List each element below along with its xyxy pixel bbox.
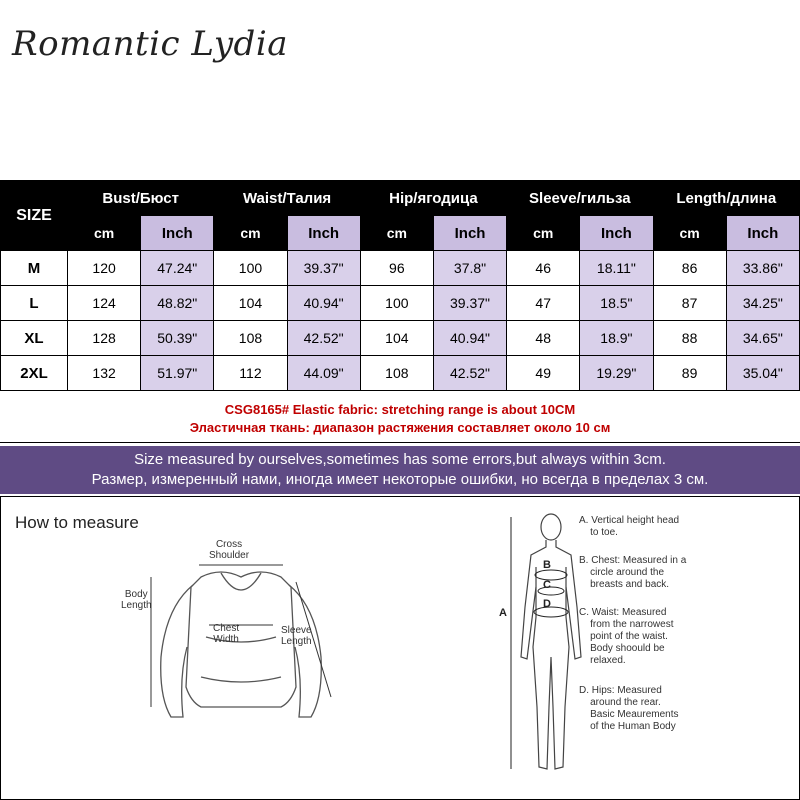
cm-cell: 112 [214,356,287,391]
inch-cell: 39.37" [433,286,506,321]
sub-header-inch: Inch [726,216,799,251]
how-to-measure-title: How to measure [15,513,139,532]
inch-cell: 42.52" [287,321,360,356]
sub-header-inch: Inch [580,216,653,251]
sub-header-inch: Inch [287,216,360,251]
inch-cell: 42.52" [433,356,506,391]
cm-cell: 108 [360,356,433,391]
inch-cell: 35.04" [726,356,799,391]
cm-cell: 88 [653,321,726,356]
cm-cell: 47 [507,286,580,321]
cm-cell: 86 [653,251,726,286]
body-letter-b: B [543,559,551,571]
cm-cell: 132 [68,356,141,391]
inch-cell: 34.25" [726,286,799,321]
fabric-note-en: CSG8165# Elastic fabric: stretching range is about 10CM [224,402,576,417]
chest-width-label: Chest Width [213,623,240,645]
cm-cell: 120 [68,251,141,286]
body-length-label: Body Length [121,589,152,611]
desc-c: C. Waist: Measured from the narrowest point of the waist. Body shoould be relaxed. [579,607,674,666]
sleeve-length-label: Sleeve Length [281,625,312,647]
size-table [0,180,800,391]
size-cell: L [1,286,68,321]
desc-d: D. Hips: Measured around the rear. Basic Meaurements of the Human Body [579,685,679,732]
inch-cell: 40.94" [433,321,506,356]
inch-cell: 18.5" [580,286,653,321]
inch-cell: 51.97" [141,356,214,391]
disclaimer-ru: Размер, измеренный нами, иногда имеет некоторые ошибки, но всегда в пределах 3 см. [91,471,709,488]
cm-cell: 49 [507,356,580,391]
group-header-bust: Bust/Бюст [68,181,214,216]
inch-cell: 50.39" [141,321,214,356]
sub-header-cm: cm [653,216,726,251]
cm-cell: 108 [214,321,287,356]
inch-cell: 34.65" [726,321,799,356]
inch-cell: 19.29" [580,356,653,391]
sub-header-cm: cm [214,216,287,251]
body-letter-d: D [543,598,551,610]
cm-cell: 104 [214,286,287,321]
group-header-waist: Waist/Талия [214,181,360,216]
cm-cell: 87 [653,286,726,321]
sweater-illustration [121,537,361,737]
inch-cell: 18.11" [580,251,653,286]
group-header-sleeve: Sleeve/гильза [507,181,653,216]
body-letter-c: C [543,579,551,591]
fabric-note [0,395,800,443]
inch-cell: 37.8" [433,251,506,286]
cm-cell: 46 [507,251,580,286]
brand-logo: Romantic Lydia [12,24,288,64]
inch-cell: 47.24" [141,251,214,286]
disclaimer-en: Size measured by ourselves,sometimes has some errors,but always within 3cm. [134,451,666,468]
table-row [1,286,800,321]
measurement-disclaimer [0,446,800,494]
inch-cell: 18.9" [580,321,653,356]
sub-header-cm: cm [507,216,580,251]
inch-cell: 48.82" [141,286,214,321]
group-header-length: Length/длина [653,181,800,216]
table-row [1,356,800,391]
cm-cell: 100 [360,286,433,321]
size-cell: 2XL [1,356,68,391]
cross-shoulder-label: Cross Shoulder [209,539,250,561]
sub-header-cm: cm [68,216,141,251]
sweater-diagram [121,537,361,737]
cm-cell: 104 [360,321,433,356]
cm-cell: 100 [214,251,287,286]
inch-cell: 33.86" [726,251,799,286]
cm-cell: 124 [68,286,141,321]
cm-cell: 96 [360,251,433,286]
group-header-hip: Hip/ягодица [360,181,506,216]
sub-header-inch: Inch [141,216,214,251]
desc-b: B. Chest: Measured in a circle around the breasts and back. [579,555,687,590]
sub-header-inch: Inch [433,216,506,251]
how-to-measure-panel [0,496,800,800]
inch-cell: 44.09" [287,356,360,391]
table-row [1,321,800,356]
fabric-note-ru: Эластичная ткань: диапазон растяжения составляет около 10 см [189,420,611,435]
body-letter-a: A [499,607,507,619]
sub-header-cm: cm [360,216,433,251]
size-cell: XL [1,321,68,356]
desc-a: A. Vertical height head to toe. [579,515,680,538]
cm-cell: 89 [653,356,726,391]
inch-cell: 39.37" [287,251,360,286]
cm-cell: 128 [68,321,141,356]
inch-cell: 40.94" [287,286,360,321]
cm-cell: 48 [507,321,580,356]
table-row [1,251,800,286]
size-cell: M [1,251,68,286]
size-header: SIZE [1,181,68,251]
